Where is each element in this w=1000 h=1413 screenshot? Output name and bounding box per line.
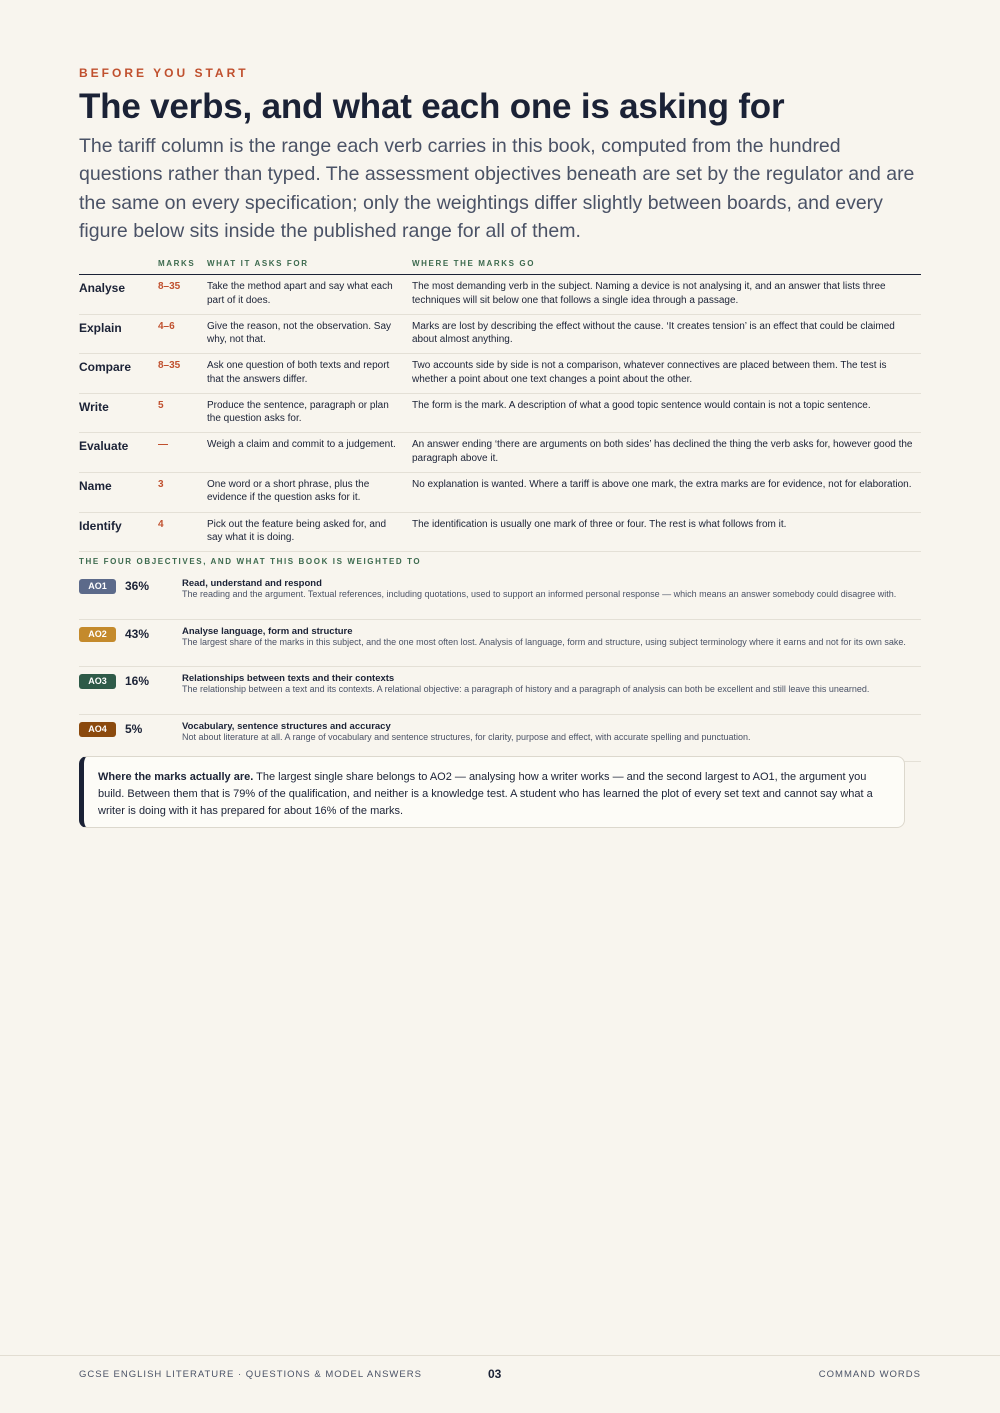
objective-weight: 5% bbox=[125, 721, 143, 736]
table-row bbox=[79, 433, 921, 473]
objective-weight: 36% bbox=[125, 579, 150, 593]
objective-row bbox=[79, 667, 921, 715]
page-title: The verbs, and what each one is asking for bbox=[79, 87, 785, 126]
verb-asks: Produce the sentence, paragraph or plan the question asks for. bbox=[207, 399, 389, 425]
objective-badge: AO3 bbox=[79, 674, 116, 689]
verb-where: The identification is usually one mark of three or four. The rest is what follows from it. bbox=[412, 518, 787, 530]
verb-name: Analyse bbox=[79, 281, 126, 295]
objective-row bbox=[79, 715, 921, 763]
verb-asks: Give the reason, not the observation. Say why, not that. bbox=[207, 320, 391, 346]
verb-marks: 8–35 bbox=[158, 281, 181, 292]
header-where: WHERE THE MARKS GO bbox=[412, 259, 536, 268]
callout-lead: Where the marks actually are. bbox=[98, 771, 254, 783]
verb-name: Identify bbox=[79, 518, 122, 533]
objective-weight: 16% bbox=[125, 674, 150, 688]
page-number: 03 bbox=[488, 1367, 502, 1381]
table-row bbox=[79, 354, 921, 394]
verb-where: The most demanding verb in the subject. Naming a device is not analysing it, and an answer that lists three techniques will sit below one that follows a single idea through a passage. bbox=[412, 281, 886, 306]
verb-marks: 8–35 bbox=[158, 360, 181, 372]
verb-name: Compare bbox=[79, 360, 132, 375]
verb-where: The form is the mark. A description of what a good topic sentence would contain is not a topic sentence. bbox=[412, 399, 871, 411]
verb-asks: Ask one question of both texts and report that the answers differ. bbox=[207, 360, 390, 385]
objective-description: The reading and the argument. Textual references, including quotations, used to support an informed personal response — which means an answer somebody could disagree with. bbox=[182, 589, 897, 599]
verb-marks: 5 bbox=[158, 399, 164, 411]
objective-row bbox=[79, 620, 921, 668]
verb-name: Name bbox=[79, 478, 112, 493]
verb-where: No explanation is wanted. Where a tariff is above one mark, the extra marks are for evidence, not for elaboration. bbox=[412, 478, 912, 490]
verb-asks: Weigh a claim and commit to a judgement. bbox=[207, 439, 396, 451]
verb-where: Two accounts side by side is not a comparison, whatever connectives are placed between them. The test is whether a point about one text changes a point about the other. bbox=[412, 360, 887, 385]
verb-asks: One word or a short phrase, plus the evidence if the question asks for it. bbox=[207, 478, 370, 504]
objective-badge: AO2 bbox=[79, 627, 116, 642]
intro-paragraph: The tariff column is the range each verb carries in this book, computed from the hundred questions rather than typed. The assessment objectives beneath are set by the regulator and are the same on every specification; only the weightings differ slightly between boards, and every figure below sits inside the published range for all of them. bbox=[79, 135, 915, 242]
table-row bbox=[79, 513, 921, 553]
verb-name: Explain bbox=[79, 320, 122, 335]
verb-name: Write bbox=[79, 399, 109, 414]
footer-section-name: COMMAND WORDS bbox=[818, 1369, 921, 1380]
verbs-table-header bbox=[79, 258, 921, 275]
objective-row bbox=[79, 572, 921, 620]
objective-title: Analyse language, form and structure bbox=[182, 625, 353, 637]
table-row bbox=[79, 315, 921, 355]
objective-description: Not about literature at all. A range of vocabulary and sentence structures, for clarity, purpose and effect, with accurate spelling and punctuation. bbox=[182, 731, 751, 742]
header-marks: MARKS bbox=[158, 259, 196, 268]
verb-marks: 3 bbox=[158, 478, 164, 490]
objective-badge: AO4 bbox=[79, 722, 116, 737]
verb-marks: 4–6 bbox=[158, 320, 175, 332]
objectives-heading: THE FOUR OBJECTIVES, AND WHAT THIS BOOK IS WEIGHTED TO bbox=[79, 557, 422, 566]
footer-book-title: GCSE ENGLISH LITERATURE · QUESTIONS & MODEL ANSWERS bbox=[79, 1369, 422, 1380]
header-asks: WHAT IT ASKS FOR bbox=[207, 259, 309, 268]
objective-description: The relationship between a text and its contexts. A relational objective: a paragraph of history and a paragraph of analysis can both be excellent and still leave this unearned. bbox=[182, 684, 870, 694]
objective-title: Relationships between texts and their contexts bbox=[182, 673, 395, 684]
objective-title: Read, understand and respond bbox=[182, 578, 322, 589]
verb-where: Marks are lost by describing the effect without the cause. ‘It creates tension’ is an effect that could be claimed about almost anything. bbox=[412, 320, 895, 346]
verb-asks: Take the method apart and say what each part of it does. bbox=[207, 281, 393, 306]
objective-weight: 43% bbox=[125, 626, 150, 641]
section-eyebrow: BEFORE YOU START bbox=[79, 66, 249, 80]
objective-badge: AO1 bbox=[79, 579, 116, 594]
footer-divider bbox=[0, 1355, 1000, 1356]
verb-asks: Pick out the feature being asked for, and say what it is doing. bbox=[207, 518, 387, 544]
table-row bbox=[79, 473, 921, 513]
table-row bbox=[79, 275, 921, 315]
verb-marks: 4 bbox=[158, 518, 164, 530]
callout-body: The largest single share belongs to AO2 — analysing how a writer works — and the second largest to AO1, the argument you build. Between them that is 79% of the qualification, and neither is a knowledge test. A student who has learned the plot of every set text and cannot say what a writer is doing with it has prepared for about 16% of the marks. bbox=[98, 771, 873, 817]
verbs-table-body bbox=[79, 275, 921, 552]
verb-marks: — bbox=[158, 439, 168, 451]
callout-box bbox=[79, 756, 905, 828]
table-row bbox=[79, 394, 921, 434]
objective-description: The largest share of the marks in this subject, and the one most often lost. Analysis of language, form and structure, using subject terminology where it earns and not for its own sake. bbox=[182, 636, 906, 647]
verb-where: An answer ending ‘there are arguments on both sides’ has declined the thing the verb asks for, however good the paragraph above it. bbox=[412, 439, 913, 464]
verb-name: Evaluate bbox=[79, 439, 129, 454]
objective-title: Vocabulary, sentence structures and accuracy bbox=[182, 720, 391, 732]
objectives-list bbox=[79, 572, 921, 762]
